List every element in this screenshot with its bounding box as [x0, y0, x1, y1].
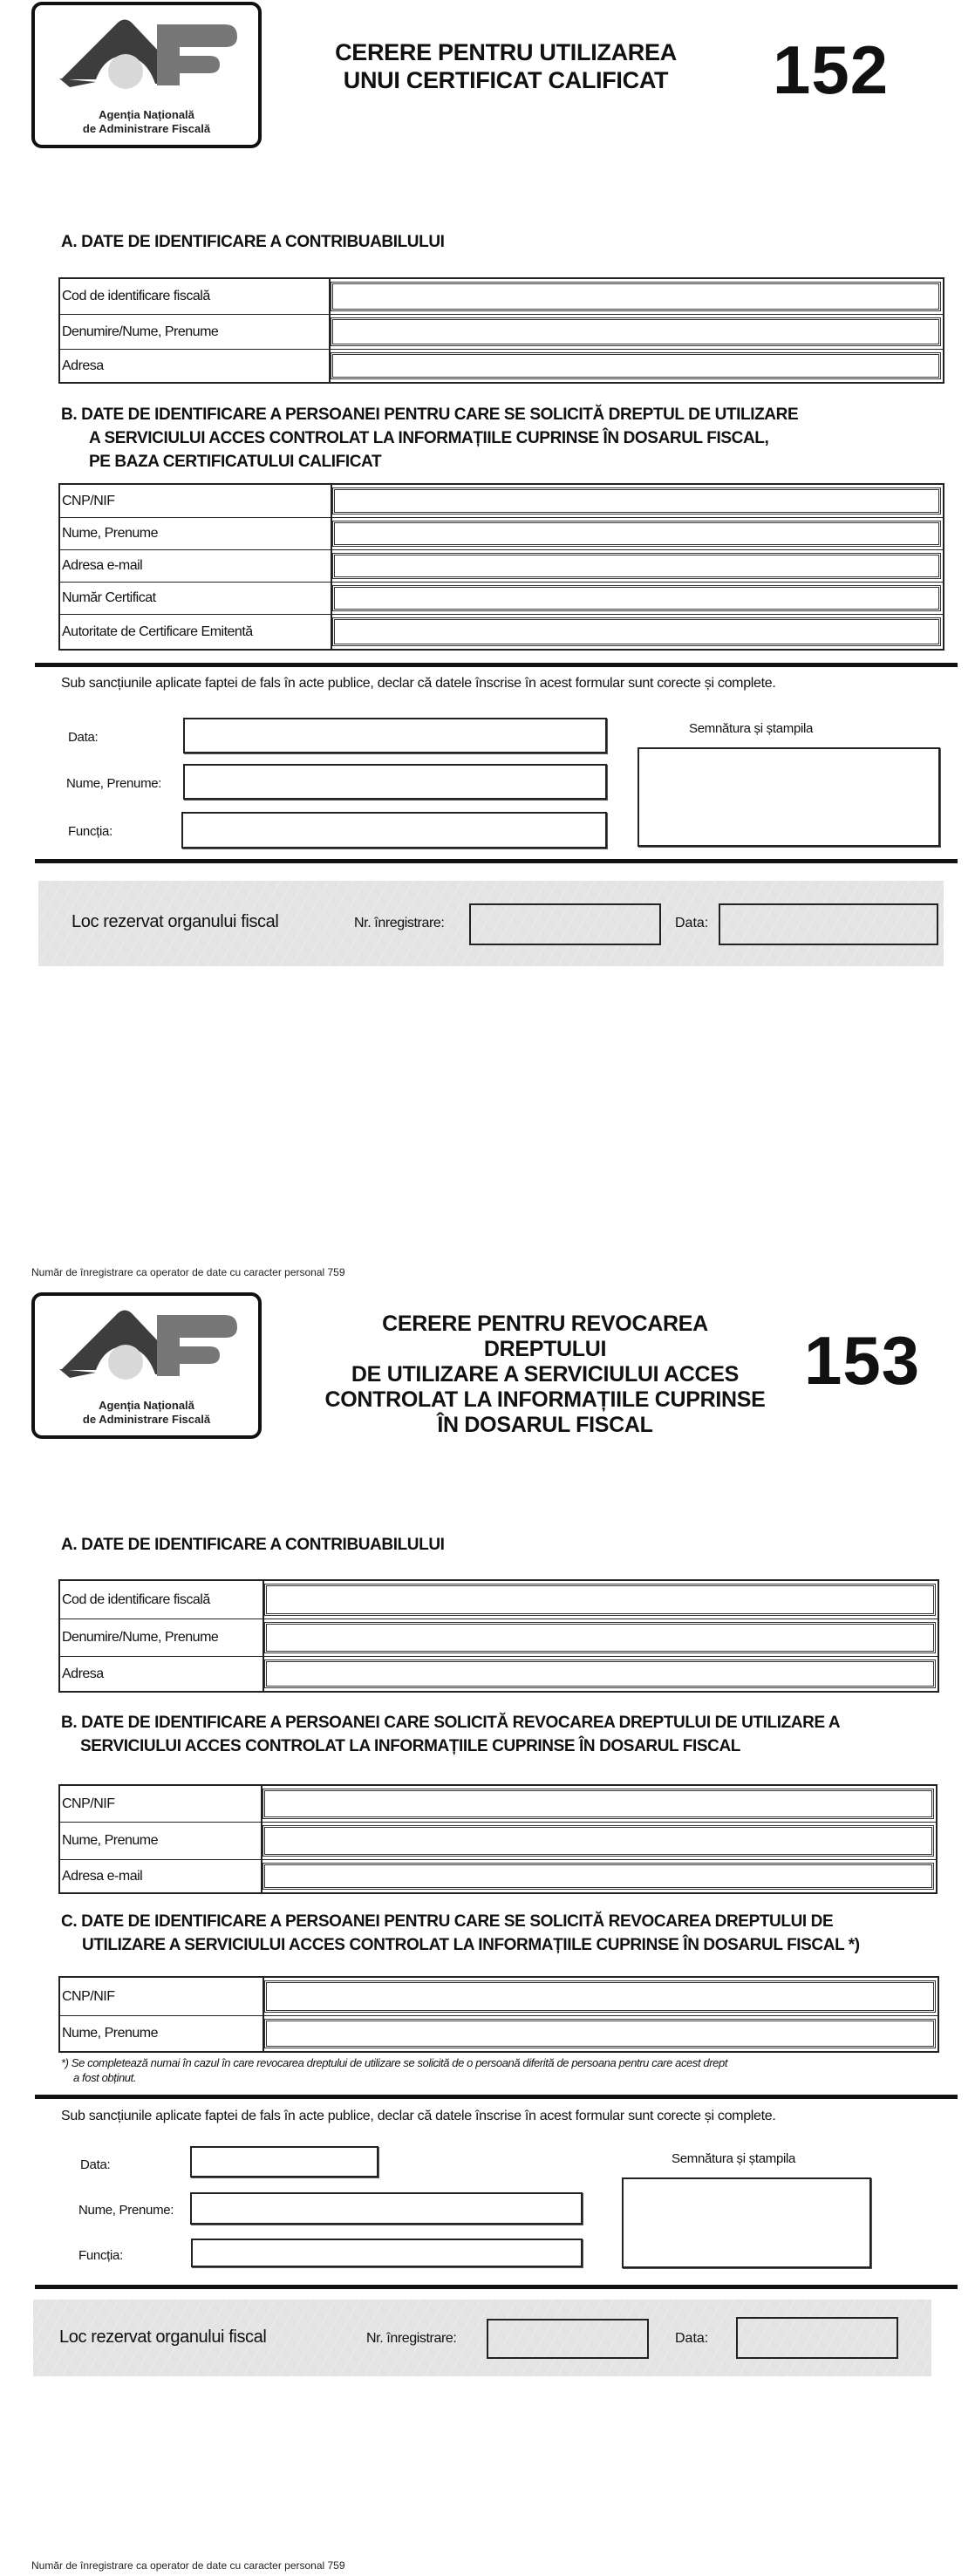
- registration-field[interactable]: [487, 2319, 649, 2359]
- anaf-logo: [31, 1292, 262, 1439]
- reserved-date-field[interactable]: [736, 2317, 898, 2359]
- table-row: [60, 582, 943, 614]
- row-label: Autoritate de Certificare Emitentă: [62, 615, 332, 649]
- email-field[interactable]: [332, 553, 941, 579]
- row-label: Adresa e-mail: [62, 1860, 262, 1892]
- operator-note: Număr de înregistrare ca operator de date cu caracter personal 759: [31, 1266, 345, 1278]
- row-label: CNP/NIF: [62, 1786, 262, 1822]
- person-name-field[interactable]: [332, 521, 941, 547]
- table-row: [60, 485, 943, 517]
- row-label: Denumire/Nume, Prenume: [62, 315, 331, 349]
- table-row: [60, 349, 943, 382]
- signer-name-field[interactable]: [183, 764, 607, 800]
- heading-line: B. DATE DE IDENTIFICARE A PERSOANEI CARE SOLICITĂ REVOCAREA DREPTULUI DE UTILIZARE A: [61, 1714, 841, 1732]
- address-field[interactable]: [264, 1659, 936, 1688]
- heading-line: C. DATE DE IDENTIFICARE A PERSOANEI PENTRU CARE SE SOLICITĂ REVOCAREA DREPTULUI DE: [61, 1912, 834, 1931]
- table-row: [60, 1581, 938, 1619]
- email-field[interactable]: [262, 1863, 934, 1890]
- table-row: [60, 279, 943, 314]
- logo-line-2: de Administrare Fiscală: [82, 1413, 211, 1426]
- address-field[interactable]: [331, 352, 941, 379]
- footnote-line: a fost obținut.: [73, 2071, 137, 2084]
- table-row: [60, 314, 943, 349]
- table-row: [60, 1656, 938, 1691]
- divider: [35, 663, 958, 667]
- form-title-line: CONTROLAT LA INFORMAȚIILE CUPRINSE: [324, 1387, 766, 1412]
- section-c-heading: [61, 1910, 860, 1957]
- name-label: Nume, Prenume:: [66, 776, 162, 791]
- date-label: Data:: [68, 730, 99, 745]
- registration-label: Nr. înregistrare:: [366, 2331, 457, 2346]
- logo-line-1: Agenția Națională: [99, 108, 194, 121]
- logo-line-1: Agenția Națională: [99, 1399, 194, 1412]
- section-b-table: [58, 483, 944, 651]
- table-row: [60, 549, 943, 582]
- fiscal-id-field[interactable]: [331, 282, 941, 311]
- divider: [35, 2285, 958, 2289]
- reserved-area: [38, 881, 944, 966]
- registration-field[interactable]: [469, 903, 661, 945]
- heading-line: PE BAZA CERTIFICATULUI CALIFICAT: [89, 453, 382, 471]
- form-title-line: DE UTILIZARE A SERVICIULUI ACCES: [351, 1362, 740, 1387]
- row-label: CNP/NIF: [62, 485, 332, 517]
- registration-label: Nr. înregistrare:: [354, 916, 445, 930]
- row-label: CNP/NIF: [62, 1978, 264, 2015]
- reserved-title: Loc rezervat organului fiscal: [72, 912, 279, 931]
- row-label: Adresa: [62, 350, 331, 382]
- person-name-field[interactable]: [262, 1825, 934, 1857]
- anaf-logo-icon: [35, 1296, 258, 1400]
- form-title-line: ÎN DOSARUL FISCAL: [437, 1413, 653, 1437]
- row-label: Nume, Prenume: [62, 1823, 262, 1859]
- form-title-line: UNUI CERTIFICAT CALIFICAT: [343, 67, 669, 93]
- section-a-table: [58, 277, 944, 384]
- cnp-field[interactable]: [262, 1789, 934, 1819]
- section-c-table: [58, 1976, 939, 2053]
- table-row: [60, 2015, 938, 2051]
- reserved-area: [33, 2300, 931, 2376]
- function-label: Funcția:: [68, 824, 112, 839]
- declaration-text: Sub sancțiunile aplicate faptei de fals în acte publice, declar că datele înscrise în acest formular sunt corecte și complete.: [61, 2109, 776, 2123]
- operator-note-bottom: Număr de înregistrare ca operator de date cu caracter personal 759: [31, 2559, 345, 2572]
- row-label: Cod de identificare fiscală: [62, 1581, 264, 1619]
- reserved-date-field[interactable]: [719, 903, 938, 945]
- section-a-heading: A. DATE DE IDENTIFICARE A CONTRIBUABILULUI: [61, 1536, 445, 1554]
- section-b-heading: [61, 403, 798, 474]
- name-field[interactable]: [331, 317, 941, 346]
- signature-box[interactable]: [638, 747, 940, 847]
- form-title-line: CERERE PENTRU UTILIZAREA: [335, 39, 677, 65]
- reserved-date-label: Data:: [675, 2331, 709, 2346]
- function-label: Funcția:: [78, 2248, 123, 2263]
- cnp-field[interactable]: [264, 1980, 936, 2013]
- footnote-line: *) Se completează numai în cazul în care revocarea dreptului de utilizare se solicită de o persoană diferită de persoana pentru care acest drept: [61, 2056, 728, 2069]
- cnp-field[interactable]: [332, 487, 941, 515]
- section-b-table: [58, 1784, 938, 1894]
- table-row: [60, 1786, 936, 1822]
- date-field[interactable]: [190, 2146, 378, 2177]
- row-label: Nume, Prenume: [62, 518, 332, 549]
- signature-label: Semnătura și ștampila: [689, 721, 814, 736]
- function-field[interactable]: [191, 2239, 583, 2267]
- issuing-authority-field[interactable]: [332, 617, 941, 646]
- divider: [35, 859, 958, 863]
- anaf-logo-icon: [35, 5, 258, 110]
- table-row: [60, 517, 943, 549]
- section-b-heading: [61, 1711, 840, 1758]
- table-row: [60, 614, 943, 649]
- name-label: Nume, Prenume:: [78, 2203, 174, 2218]
- signature-box[interactable]: [622, 2177, 871, 2268]
- date-label: Data:: [80, 2157, 111, 2172]
- row-label: Adresa: [62, 1657, 264, 1691]
- heading-line: A SERVICIULUI ACCES CONTROLAT LA INFORMAȚIILE CUPRINSE ÎN DOSARUL FISCAL,: [89, 429, 769, 447]
- footnote: [61, 2055, 727, 2085]
- form-number: 153: [804, 1322, 921, 1399]
- person-name-field[interactable]: [264, 2019, 936, 2048]
- declaration-text: Sub sancțiunile aplicate faptei de fals în acte publice, declar că datele înscrise în acest formular sunt corecte și complete.: [61, 676, 776, 691]
- certificate-number-field[interactable]: [332, 585, 941, 611]
- row-label: Nume, Prenume: [62, 2016, 264, 2051]
- form-number: 152: [773, 31, 890, 108]
- date-field[interactable]: [183, 718, 607, 753]
- name-field[interactable]: [264, 1622, 936, 1653]
- table-row: [60, 1619, 938, 1656]
- heading-line: B. DATE DE IDENTIFICARE A PERSOANEI PENTRU CARE SE SOLICITĂ DREPTUL DE UTILIZARE: [61, 405, 799, 424]
- section-a-table: [58, 1579, 939, 1693]
- table-row: [60, 1859, 936, 1892]
- divider: [35, 2095, 958, 2099]
- section-a-heading: A. DATE DE IDENTIFICARE A CONTRIBUABILULUI: [61, 233, 445, 251]
- row-label: Adresa e-mail: [62, 550, 332, 582]
- form-title: [323, 1312, 767, 1438]
- signature-label: Semnătura și ștampila: [672, 2151, 796, 2166]
- row-label: Cod de identificare fiscală: [62, 279, 331, 314]
- reserved-date-label: Data:: [675, 916, 709, 930]
- form-title: [288, 38, 724, 94]
- table-row: [60, 1978, 938, 2015]
- reserved-title: Loc rezervat organului fiscal: [59, 2327, 267, 2347]
- heading-line: SERVICIULUI ACCES CONTROLAT LA INFORMAȚIILE CUPRINSE ÎN DOSARUL FISCAL: [80, 1737, 740, 1755]
- function-field[interactable]: [181, 812, 607, 848]
- logo-line-2: de Administrare Fiscală: [82, 122, 211, 135]
- row-label: Denumire/Nume, Prenume: [62, 1619, 264, 1656]
- fiscal-id-field[interactable]: [264, 1584, 936, 1616]
- anaf-logo: [31, 2, 262, 148]
- row-label: Număr Certificat: [62, 583, 332, 614]
- form-title-line: CERERE PENTRU REVOCAREA DREPTULUI: [382, 1312, 708, 1361]
- signer-name-field[interactable]: [190, 2192, 583, 2225]
- heading-line: UTILIZARE A SERVICIULUI ACCES CONTROLAT LA INFORMAȚIILE CUPRINSE ÎN DOSARUL FISCAL *): [82, 1936, 860, 1954]
- table-row: [60, 1822, 936, 1859]
